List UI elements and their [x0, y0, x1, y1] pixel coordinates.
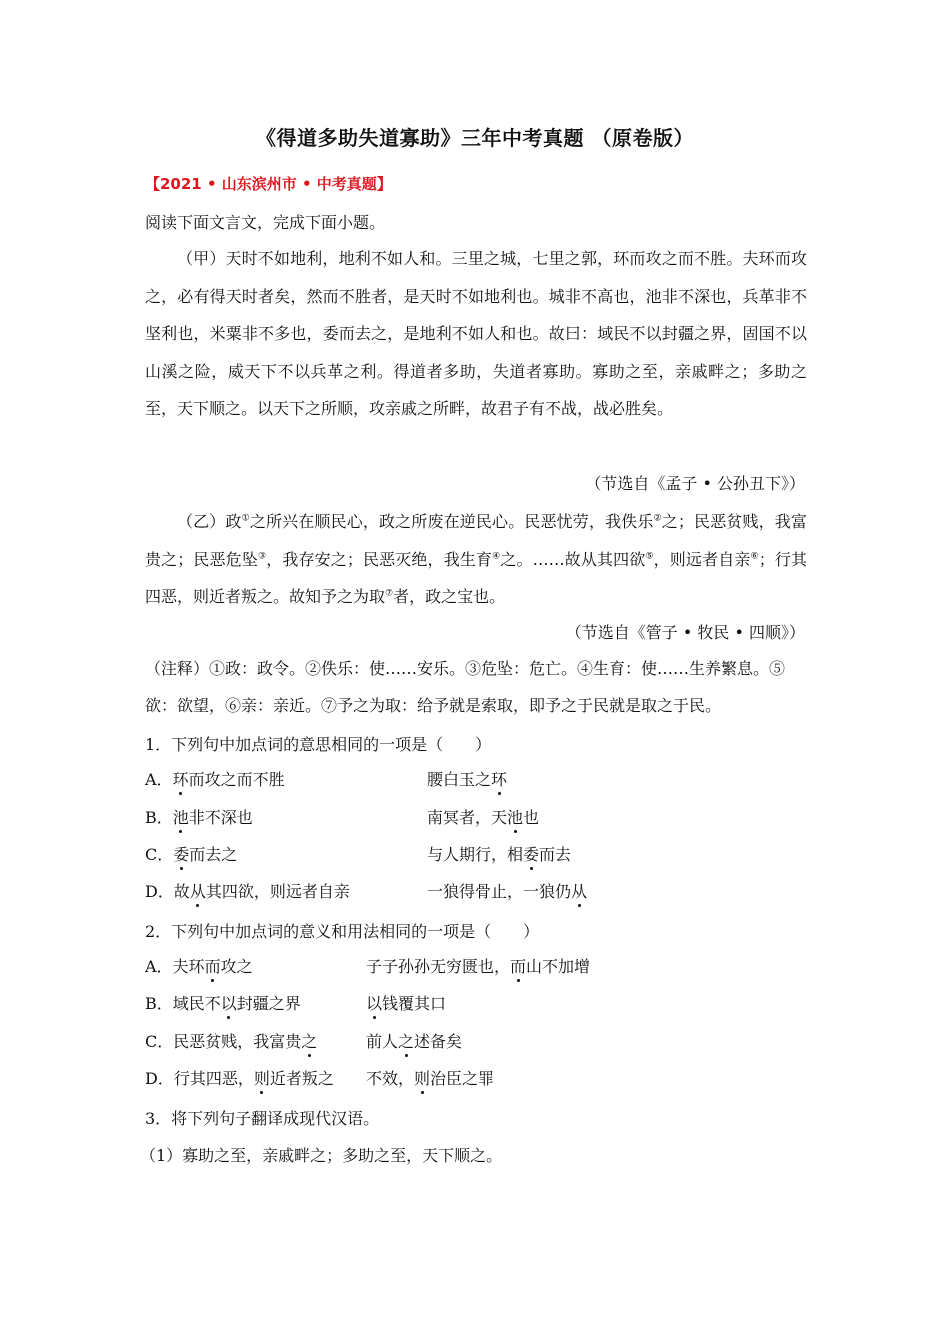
dotted-word: 而 — [510, 957, 527, 976]
footnote-marker: ① — [241, 513, 250, 524]
source-tag: 【2021 • 山东滨州市 • 中考真题】 — [145, 175, 392, 193]
question-3-stem: 3．将下列句子翻译成现代汉语。 — [145, 1109, 380, 1128]
passage-b-seg: 之。……故从其四欲 — [500, 549, 646, 569]
q1-option-a-right: 腰白玉之环 — [427, 770, 508, 789]
q1-option-b-left: B．池非不深也 — [145, 808, 253, 827]
dotted-word: 则 — [414, 1069, 431, 1088]
footnote-marker: ⑦ — [385, 588, 394, 599]
passage-b — [145, 503, 807, 616]
dotted-word: 而 — [204, 957, 221, 976]
passage-a-source: （节选自《孟子 • 公孙丑下》） — [585, 474, 805, 493]
q2-option-a-right: 子子孙孙无穷匮也，而山不加增 — [366, 957, 591, 976]
footnote-marker: ④ — [492, 551, 501, 562]
annotation-notes: （注释）①政：政令。②佚乐：使……安乐。③危坠：危亡。④生育：使……生养繁息。⑤欲：欲望，⑥亲：亲近。⑦予之为取：给予就是索取，即予之于民就是取之于民。 — [145, 659, 786, 715]
dotted-word: 之 — [398, 1032, 415, 1051]
dotted-word: 则 — [253, 1069, 270, 1088]
q1-option-d-left: D．故从其四欲，则远者自亲 — [145, 882, 350, 901]
passage-a-text: 天时不如地利，地利不如人和。三里之城，七里之郭，环而攻之而不胜。夫环而攻之，必有得天时者矣，然而不胜者，是天时不如地利也。城非不高也，池非不深也，兵革非不坚利也，米粟非不多也，委而去之，是地利不如人和也。故曰：域民不以封疆之界，固国不以山溪之险，威天下不以兵革之利。得道者多助，失道者寡助。寡助之至，亲戚畔之；多助之至，天下顺之。以天下之所顺，攻亲戚之所畔，故君子有不战，战必胜矣。 — [145, 249, 807, 418]
q2-option-d-right: 不效，则治臣之罪 — [366, 1069, 495, 1088]
passage-b-seg: ；行其四恶，则近者叛之。故知予之为取 — [145, 549, 807, 606]
q1-option-c-left: C．委而去之 — [145, 845, 238, 864]
dotted-word: 环 — [491, 770, 508, 789]
q1-option-c-right: 与人期行，相委而去 — [427, 845, 572, 864]
question-2-stem: 2．下列句中加点词的意义和用法相同的一项是（ ） — [145, 922, 540, 941]
dotted-word: 池 — [172, 808, 189, 827]
question-3-sentence-1: （1）寡助之至，亲戚畔之；多助之至，天下顺之。 — [140, 1146, 503, 1165]
passage-b-seg: 政 — [225, 512, 242, 531]
dotted-word: 从 — [189, 882, 206, 901]
passage-a — [145, 240, 807, 428]
page-title: 《得道多助失道寡助》三年中考真题 （原卷版） — [256, 126, 694, 150]
q2-option-a-left: A．夫环而攻之 — [145, 957, 253, 976]
q2-option-b-right: 以钱覆其口 — [366, 994, 447, 1013]
footnote-marker: ⑥ — [750, 551, 759, 562]
q2-option-c-right: 前人之述备矣 — [366, 1032, 463, 1051]
dotted-word: 环 — [172, 770, 189, 789]
passage-b-seg: 者，政之宝也。 — [393, 587, 506, 606]
q1-option-d-right: 一狼得骨止，一狼仍从 — [427, 882, 588, 901]
footnote-marker: ⑤ — [645, 551, 654, 562]
footnote-marker: ② — [653, 513, 662, 524]
dotted-word: 委 — [523, 845, 540, 864]
instruction-text: 阅读下面文言文，完成下面小题。 — [145, 213, 386, 232]
footnote-marker: ③ — [257, 551, 267, 562]
passage-b-label: （乙） — [177, 512, 226, 531]
q2-option-c-left: C．民恶贫贱，我富贵之 — [145, 1032, 318, 1051]
passage-a-label: （甲） — [177, 249, 226, 268]
dotted-word: 以 — [220, 994, 237, 1013]
passage-b-seg: ，则远者自亲 — [653, 549, 751, 569]
dotted-word: 之 — [301, 1032, 318, 1051]
dotted-word: 从 — [571, 882, 588, 901]
dotted-word: 池 — [507, 808, 524, 827]
dotted-word: 以 — [366, 994, 383, 1013]
q1-option-a-left: A．环而攻之而不胜 — [145, 770, 285, 789]
q2-option-d-left: D．行其四恶，则近者叛之 — [145, 1069, 334, 1088]
dotted-word: 委 — [173, 845, 190, 864]
passage-b-source: （节选自《管子 • 牧民 • 四顺》） — [565, 623, 805, 642]
q1-option-b-right: 南冥者，天池也 — [427, 808, 540, 827]
passage-b-seg: 之；民恶贫贱，我富贵之；民恶危坠 — [145, 512, 807, 569]
passage-b-seg: 之所兴在顺民心，政之所废在逆民心。民恶忧劳，我佚乐 — [249, 512, 654, 531]
passage-b-seg: ，我存安之；民恶灭绝，我生育 — [266, 549, 493, 569]
question-1-stem: 1．下列句中加点词的意思相同的一项是（ ） — [145, 735, 492, 754]
q2-option-b-left: B．域民不以封疆之界 — [145, 994, 301, 1013]
